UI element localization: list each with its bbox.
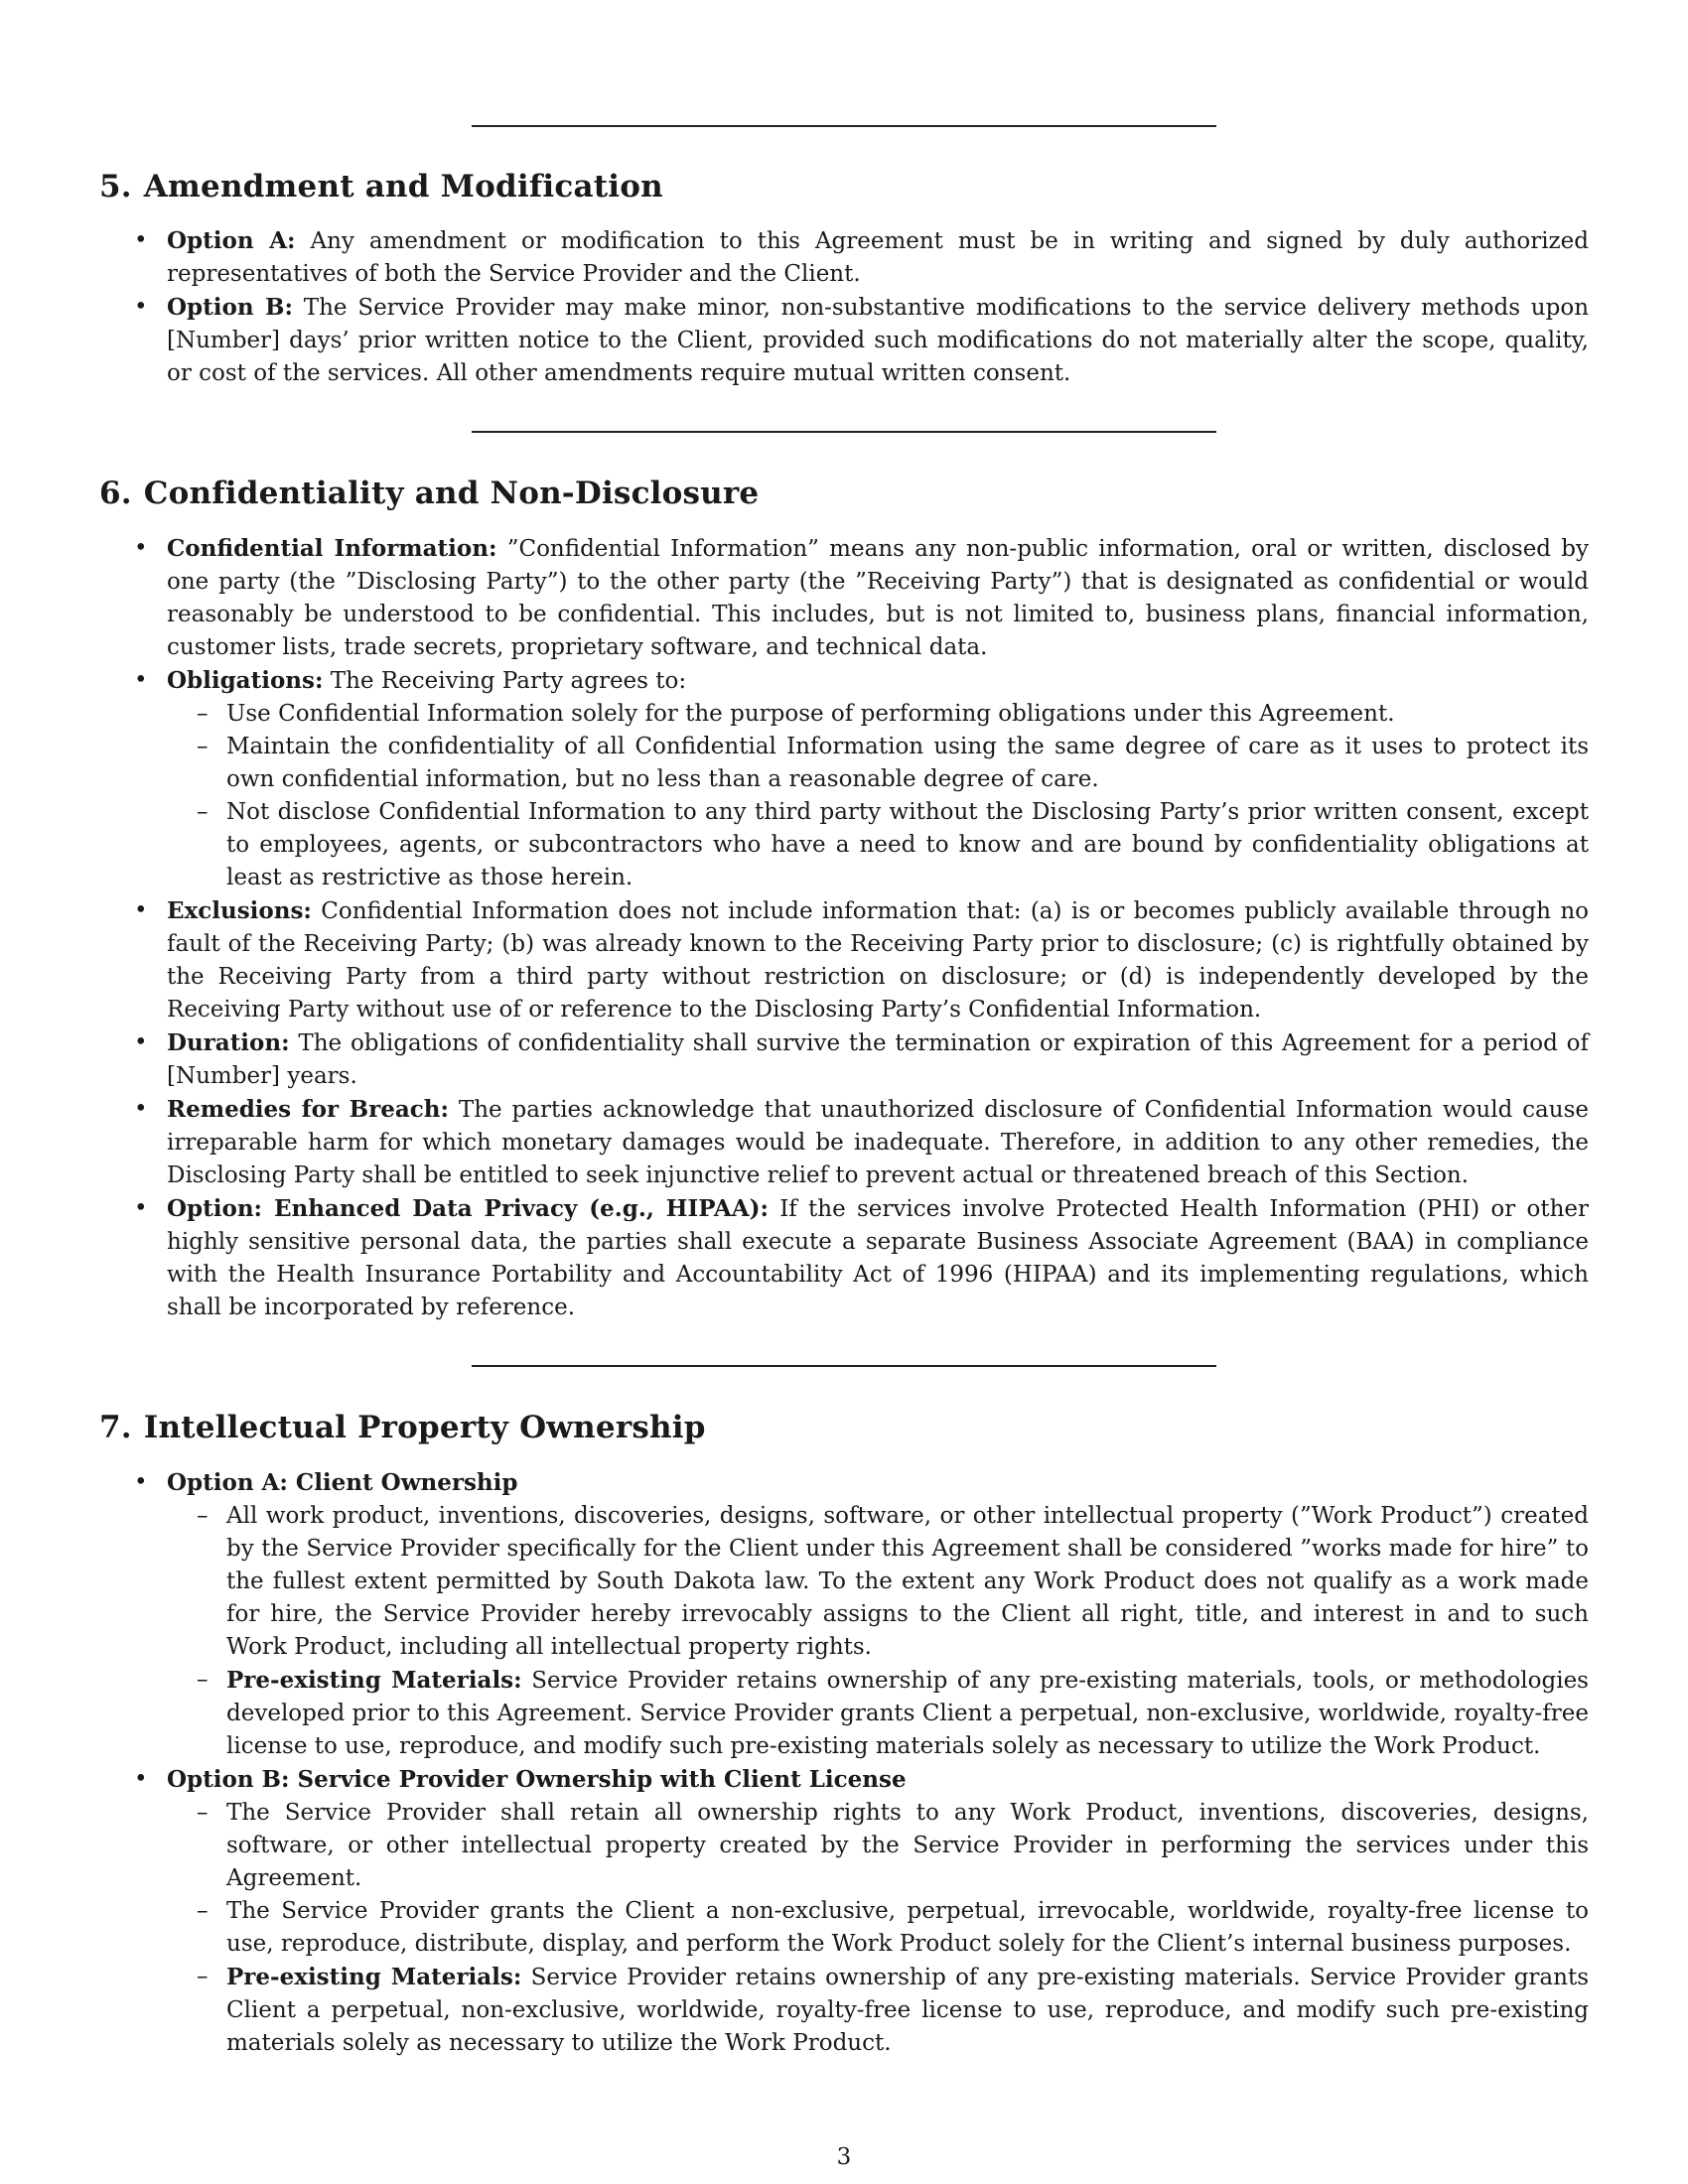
section-7-list xyxy=(99,1466,1589,2060)
section-divider xyxy=(472,431,1216,433)
sublist-item: – The Service Provider shall retain all ownership rights to any Work Product, inventions, discoveries, designs, software, or other intellectual property created by the Service Provider in performing the services under this Agreement. xyxy=(167,1797,1589,1895)
section-divider xyxy=(472,1365,1216,1367)
sublist-item: – Pre-existing Materials: Service Provider retains ownership of any pre-existing materials. Service Provider grants Client a perpetual, non-exclusive, worldwide, royalty-free license to use, reproduce, and modify such pre-existing materials solely as necessary to utilize the Work Product. xyxy=(167,1961,1589,2060)
option-a-sublist xyxy=(167,1500,1589,1763)
list-item: • Obligations: The Receiving Party agrees to: – Use Confidential Information solely for the purpose of performing obligations under this Agreement. – Maintain the confidentiality of all Confidential Information using the same degree of care as it uses to protect its own confidential information, but no less than a reasonable degree of care. – Not disclose Confidential Information to any third party without the Disclosing Party’s prior written consent, except to employees, agents, or subcontractors who have a need to know and are bound by confidentiality obligations at least as restrictive as those herein. xyxy=(99,664,1589,894)
section-divider xyxy=(472,125,1216,127)
page-number: 3 xyxy=(836,2144,852,2170)
list-item: • Option B: The Service Provider may make minor, non-substantive modifications to the service delivery methods upon [Number] days’ prior written notice to the Client, provided such modifications do not materially alter the scope, quality, or cost of the services. All other amendments require mutual written consent. xyxy=(99,291,1589,390)
sublist-item: – Use Confidential Information solely for the purpose of performing obligations under this Agreement. xyxy=(167,698,1589,731)
sublist-item: – Pre-existing Materials: Service Provider retains ownership of any pre-existing materials, tools, or methodologies developed prior to this Agreement. Service Provider grants Client a perpetual, non-exclusive, worldwide, royalty-free license to use, reproduce, and modify such pre-existing materials solely as necessary to utilize the Work Product. xyxy=(167,1664,1589,1763)
sublist-item: – The Service Provider grants the Client a non-exclusive, perpetual, irrevocable, worldwide, royalty-free license to use, reproduce, distribute, display, and perform the Work Product solely for the Client’s internal business purposes. xyxy=(167,1895,1589,1961)
list-item: • Confidential Information: ”Confidential Information” means any non-public information, oral or written, disclosed by one party (the ”Disclosing Party”) to the other party (the ”Receiving Party”) that is designated as confidential or would reasonably be understood to be confidential. This includes, but is not limited to, business plans, financial information, customer lists, trade secrets, proprietary software, and technical data. xyxy=(99,532,1589,664)
list-item: • Option A: Client Ownership – All work product, inventions, discoveries, designs, software, or other intellectual property (”Work Product”) created by the Service Provider specifically for the Client under this Agreement shall be considered ”works made for hire” to the fullest extent permitted by South Dakota law. To the extent any Work Product does not qualify as a work made for hire, the Service Provider hereby irrevocably assigns to the Client all right, title, and interest in and to such Work Product, including all intellectual property rights. – Pre-existing Materials: Service Provider retains ownership of any pre-existing materials, tools, or methodologies developed prior to this Agreement. Service Provider grants Client a perpetual, non-exclusive, worldwide, royalty-free license to use, reproduce, and modify such pre-existing materials solely as necessary to utilize the Work Product. xyxy=(99,1466,1589,1763)
section-6-list xyxy=(99,532,1589,1324)
section-5-list xyxy=(99,224,1589,390)
list-item: • Remedies for Breach: The parties acknowledge that unauthorized disclosure of Confidential Information would cause irreparable harm for which monetary damages would be inadequate. Therefore, in addition to any other remedies, the Disclosing Party shall be entitled to seek injunctive relief to prevent actual or threatened breach of this Section. xyxy=(99,1093,1589,1192)
list-item: • Option B: Service Provider Ownership with Client License – The Service Provider shall retain all ownership rights to any Work Product, inventions, discoveries, designs, software, or other intellectual property created by the Service Provider in performing the services under this Agreement. – The Service Provider grants the Client a non-exclusive, perpetual, irrevocable, worldwide, royalty-free license to use, reproduce, distribute, display, and perform the Work Product solely for the Client’s internal business purposes. – Pre-existing Materials: Service Provider retains ownership of any pre-existing materials. Service Provider grants Client a perpetual, non-exclusive, worldwide, royalty-free license to use, reproduce, and modify such pre-existing materials solely as necessary to utilize the Work Product. xyxy=(99,1763,1589,2060)
sublist-item: – All work product, inventions, discoveries, designs, software, or other intellectual property (”Work Product”) created by the Service Provider specifically for the Client under this Agreement shall be considered ”works made for hire” to the fullest extent permitted by South Dakota law. To the extent any Work Product does not qualify as a work made for hire, the Service Provider hereby irrevocably assigns to the Client all right, title, and interest in and to such Work Product, including all intellectual property rights. xyxy=(167,1500,1589,1664)
section-6-heading: 6. Confidentiality and Non-Disclosure xyxy=(99,476,760,511)
list-item: • Option A: Any amendment or modification to this Agreement must be in writing and signed by duly authorized representatives of both the Service Provider and the Client. xyxy=(99,224,1589,291)
option-b-sublist xyxy=(167,1797,1589,2060)
list-item: • Option: Enhanced Data Privacy (e.g., HIPAA): If the services involve Protected Health Information (PHI) or other highly sensitive personal data, the parties shall execute a separate Business Associate Agreement (BAA) in compliance with the Health Insurance Portability and Accountability Act of 1996 (HIPAA) and its implementing regulations, which shall be incorporated by reference. xyxy=(99,1192,1589,1324)
document-page xyxy=(99,0,1589,2184)
section-7-heading: 7. Intellectual Property Ownership xyxy=(99,1410,706,1445)
list-item: • Duration: The obligations of confidentiality shall survive the termination or expiration of this Agreement for a period of [Number] years. xyxy=(99,1026,1589,1093)
sublist-item: – Maintain the confidentiality of all Confidential Information using the same degree of care as it uses to protect its own confidential information, but no less than a reasonable degree of care. xyxy=(167,731,1589,796)
obligations-sublist xyxy=(167,698,1589,894)
list-item: • Exclusions: Confidential Information does not include information that: (a) is or becomes publicly available through no fault of the Receiving Party; (b) was already known to the Receiving Party prior to disclosure; (c) is rightfully obtained by the Receiving Party from a third party without restriction on disclosure; or (d) is independently developed by the Receiving Party without use of or reference to the Disclosing Party’s Confidential Information. xyxy=(99,894,1589,1026)
sublist-item: – Not disclose Confidential Information to any third party without the Disclosing Party’s prior written consent, except to employees, agents, or subcontractors who have a need to know and are bound by confidentiality obligations at least as restrictive as those herein. xyxy=(167,796,1589,894)
section-5-heading: 5. Amendment and Modification xyxy=(99,169,663,205)
